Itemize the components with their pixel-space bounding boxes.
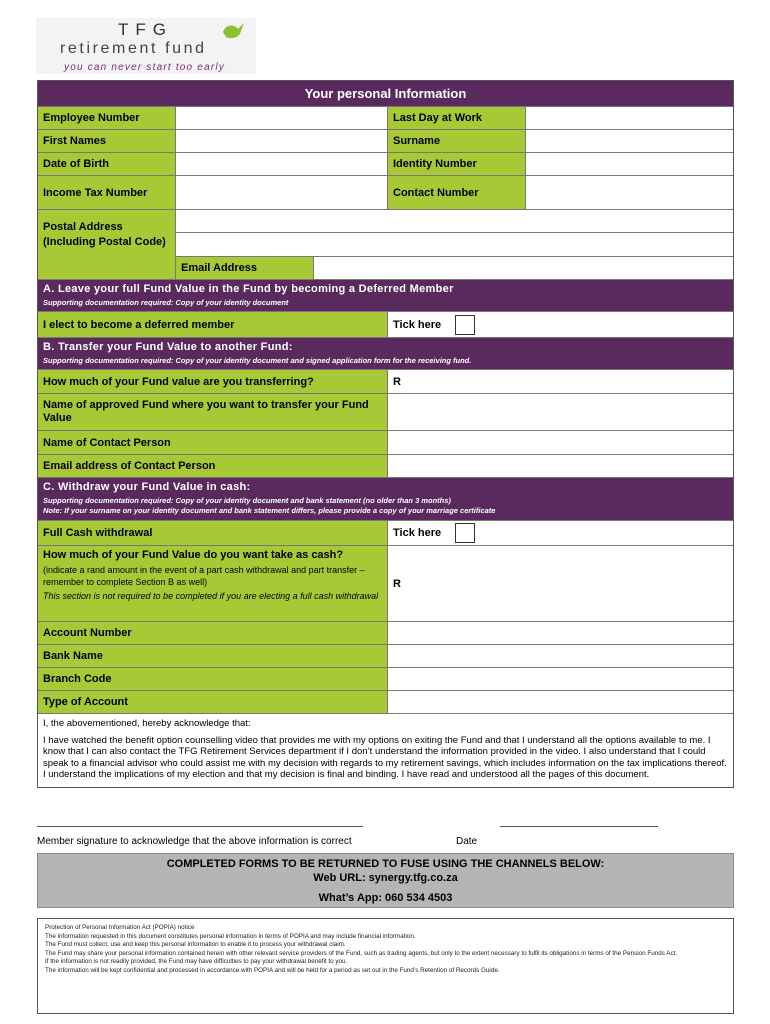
deferred-tick-box[interactable] (455, 315, 475, 335)
dob-field[interactable] (176, 153, 388, 175)
section-c-header (38, 478, 733, 521)
withdrawal-form (37, 80, 734, 788)
full-cash-tick-box[interactable] (455, 523, 475, 543)
income-tax-label: Income Tax Number (38, 176, 176, 209)
popia-notice (37, 918, 734, 1014)
popia-line: Protection of Personal Information Act (POPIA) notice (45, 924, 195, 931)
section-c-heading: C. Withdraw your Fund Value in cash: (43, 481, 251, 493)
branch-code-label: Branch Code (38, 668, 388, 690)
contact-number-field[interactable] (526, 176, 733, 209)
row-fund-name (38, 394, 733, 431)
return-heading: COMPLETED FORMS TO BE RETURNED TO FUSE USING THE CHANNELS BELOW: (166, 858, 605, 870)
tick-here-label: Tick here (393, 318, 442, 331)
acknowledgement (38, 714, 733, 787)
logo-brand: TFG (118, 20, 173, 39)
branch-code-field[interactable] (388, 668, 733, 690)
popia-line: The information will be kept confidential and processed in accordance with POPIA and will be held for a period as set out in the Fund’s Retention of Records Guide. (45, 966, 500, 974)
contact-email-field[interactable] (388, 455, 733, 477)
form-title: Your personal Information (38, 81, 733, 107)
id-number-label: Identity Number (388, 153, 526, 175)
acknowledgement-body: I have watched the benefit option counselling video that provides me with my options on exiting the Fund and that I understand all the options available to me. I know that I can also contact the TFG Retirement Services department if I don’t understand the information provided in the video. I also understand that I could speak to a financial advisor who could assist me with my decision with regards to my retirement savings, which includes information on the tax implications thereof. I understand the implications of my election and that my decision is final and binding. I have read and understood all the pages of this document. (43, 734, 727, 781)
row-tax (38, 176, 733, 210)
postal-address-line-2[interactable] (176, 233, 733, 256)
bank-name-label: Bank Name (38, 645, 388, 667)
date-label: Date (456, 836, 478, 847)
cash-amount-indicate: (indicate a rand amount in the event of a part cash withdrawal and part transfer – remember to complete Section B as well) (43, 565, 365, 587)
id-number-field[interactable] (526, 153, 733, 175)
return-whatsapp: What’s App: 060 534 4503 (318, 892, 453, 904)
section-b-header (38, 338, 733, 370)
row-names (38, 130, 733, 153)
row-contact-email (38, 455, 733, 478)
employee-number-field[interactable] (176, 107, 388, 129)
member-signature-label: Member signature to acknowledge that the above information is correct (37, 836, 352, 847)
section-a-subtext: Supporting documentation required: Copy of your identity document (43, 298, 289, 307)
account-type-field[interactable] (388, 691, 733, 713)
transfer-amount-label: How much of your Fund value are you transferring? (38, 370, 388, 393)
row-deferred (38, 312, 733, 338)
return-web-url: Web URL: synergy.tfg.co.za (313, 872, 458, 884)
row-dob (38, 153, 733, 176)
contact-email-label: Email address of Contact Person (38, 455, 388, 477)
deferred-tick-cell (388, 312, 733, 337)
email-label: Email Address (176, 257, 314, 279)
contact-person-field[interactable] (388, 431, 733, 454)
income-tax-field[interactable] (176, 176, 388, 209)
return-instructions (37, 853, 734, 908)
surname-label: Surname (388, 130, 526, 152)
cash-amount-field[interactable] (388, 546, 733, 621)
popia-line: The Fund may share your personal information contained herein with other relevant service providers of the Fund, such as trading agents, but only to the extent necessary to fulfil its obligations in terms of the Pension Funds Act. (45, 949, 678, 957)
full-cash-tick-cell (388, 521, 733, 545)
tick-here-label: Tick here (393, 527, 442, 539)
account-number-label: Account Number (38, 622, 388, 644)
postal-address-block (176, 210, 733, 279)
employee-number-label: Employee Number (38, 107, 176, 129)
last-day-field[interactable] (526, 107, 733, 129)
section-b-heading: B. Transfer your Fund Value to another Fund: (43, 341, 293, 353)
row-bank-name (38, 645, 733, 668)
row-contact-person (38, 431, 733, 455)
last-day-label: Last Day at Work (388, 107, 526, 129)
popia-line: The Fund must collect, use and keep this personal information to enable it to process your withdrawal claim. (45, 941, 346, 949)
email-row (176, 257, 733, 279)
bird-icon (220, 20, 246, 42)
row-postal (38, 210, 733, 280)
contact-number-label: Contact Number (388, 176, 526, 209)
fund-name-field[interactable] (388, 394, 733, 430)
bank-name-field[interactable] (388, 645, 733, 667)
fund-name-label: Name of approved Fund where you want to transfer your Fund Value (38, 394, 388, 430)
postal-address-line-1[interactable] (176, 210, 733, 233)
surname-field[interactable] (526, 130, 733, 152)
cash-amount-label-block (38, 546, 388, 621)
fund-logo (36, 14, 266, 76)
cash-amount-note: This section is not required to be completed if you are electing a full cash withdrawal (43, 591, 379, 601)
email-field[interactable] (314, 257, 733, 279)
transfer-amount-field[interactable] (388, 370, 733, 393)
deferred-label: I elect to become a deferred member (38, 312, 388, 337)
popia-line: If the information is not readily provided, the Fund may have difficulties to pay your withdrawal benefit to you. (45, 958, 348, 966)
acknowledgement-intro: I, the abovementioned, hereby acknowledge that: (43, 718, 251, 729)
section-a-header (38, 280, 733, 312)
row-account-number (38, 622, 733, 645)
contact-person-label: Name of Contact Person (38, 431, 388, 454)
logo-name: retirement fund (60, 40, 207, 57)
row-transfer-amount (38, 370, 733, 394)
section-b-subtext: Supporting documentation required: Copy of your identity document and signed application form for the receiving fund. (43, 356, 472, 365)
section-c-subtext-2: Note: If your surname on your identity document and bank statement differs, please provide a copy of your marriage certificate (43, 506, 496, 515)
row-employee (38, 107, 733, 130)
row-full-cash (38, 521, 733, 546)
row-account-type (38, 691, 733, 714)
section-a-heading: A. Leave your full Fund Value in the Fund by becoming a Deferred Member (43, 283, 454, 295)
row-branch-code (38, 668, 733, 691)
section-c-subtext-1: Supporting documentation required: Copy of your identity document and bank statement (no older than 3 months) (43, 496, 451, 505)
dob-label: Date of Birth (38, 153, 176, 175)
date-line[interactable] (500, 826, 658, 827)
rand-symbol: R (393, 375, 401, 388)
first-names-label: First Names (38, 130, 176, 152)
full-cash-label: Full Cash withdrawal (38, 521, 388, 545)
popia-line: The information requested in this document constitutes personal information in terms of POPIA and may include financial information. (45, 932, 416, 940)
account-type-label: Type of Account (38, 691, 388, 713)
row-cash-amount (38, 546, 733, 622)
cash-amount-label: How much of your Fund Value do you want take as cash? (43, 549, 344, 561)
logo-tagline: you can never start too early (64, 62, 225, 73)
rand-symbol: R (393, 577, 401, 590)
first-names-field[interactable] (176, 130, 388, 152)
member-signature-line[interactable] (37, 826, 363, 827)
postal-address-label: Postal Address (Including Postal Code) (38, 210, 176, 279)
account-number-field[interactable] (388, 622, 733, 644)
